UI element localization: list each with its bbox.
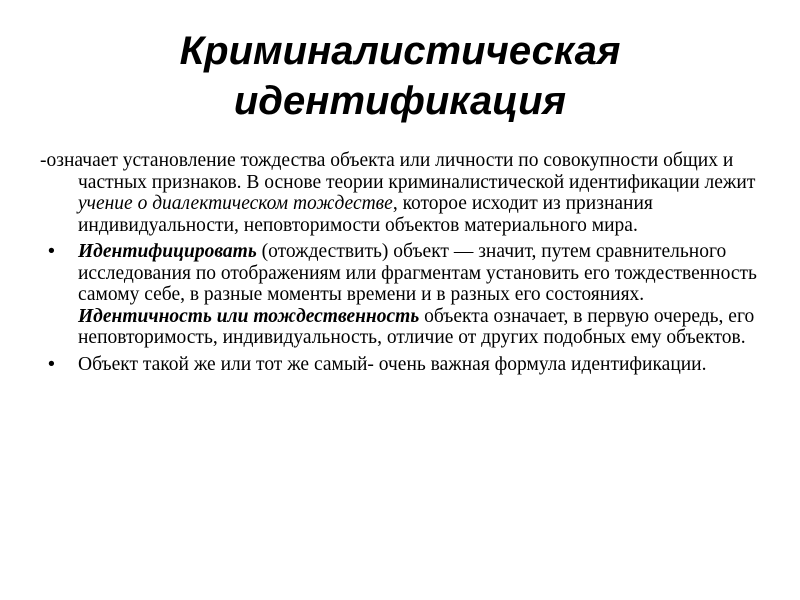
formula-text: Объект такой же или тот же самый- очень важная формула идентификации. [78, 353, 707, 375]
definition-text: -означает установление тождества объекта или личности по совокупности общих и частных признаков. В основе теории криминалистической идентификации лежит [40, 150, 756, 193]
bullet-icon: • [48, 352, 55, 375]
identify-text: (отождествить) объект — значит, путем сравнительного исследования по отображениям или фрагментам установить его тождественность самому себе, в разные моменты времени и в разных его состояниях. [78, 241, 757, 305]
slide-body [40, 150, 760, 375]
list-item-formula [40, 354, 760, 376]
definition-paragraph [40, 150, 760, 236]
list-item-identify [40, 241, 760, 349]
identity-text: объекта означает, в первую очередь, его неповторимость, индивидуальность, отличие от других подобных ему объектов. [78, 305, 755, 348]
definition-text-end: , которое исходит из признания индивидуальности, неповторимости объектов материального мира. [78, 193, 653, 236]
identify-term: Идентифицировать [78, 241, 257, 262]
bullet-icon: • [48, 240, 55, 262]
title-line-1: Криминалистическая [179, 29, 621, 73]
dialectic-identity-term: учение о диалектическом тождестве [78, 193, 393, 214]
identity-term: Идентичность или тождественность [78, 305, 420, 327]
slide-title [0, 26, 800, 126]
title-line-2: идентификация [233, 79, 567, 123]
